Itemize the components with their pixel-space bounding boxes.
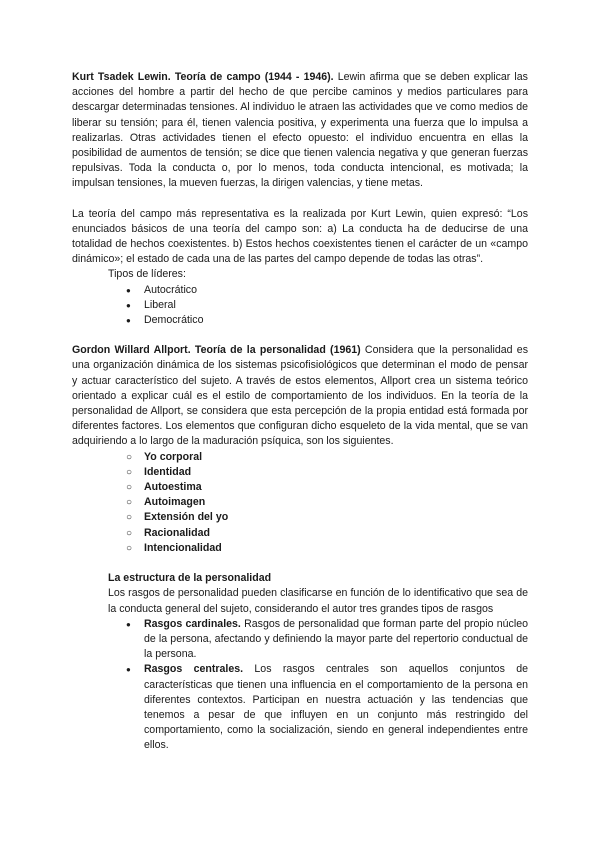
list-item: ○ Extensión del yo <box>72 510 528 525</box>
list-item: ● Liberal <box>72 298 528 313</box>
list-item <box>108 617 528 663</box>
lewin-heading: Kurt Tsadek Lewin. Teoría de campo (1944 - 1946). <box>72 71 334 83</box>
allport-paragraph <box>72 343 528 449</box>
lewin-body: Lewin afirma que se deben explicar las acciones del hombre a partir del hecho de que percibe caminos y medios particulares para descargar determinadas tensiones. Al individuo le atraen las actividades que ve como medios de liberar su tensión; para él, tienen valencia positiva, y experimenta una fuerza que lo impulsa a realizarlas. Otras actividades tienen el efecto opuesto: el individuo encuentra en ellas la posibilidad de aumentos de tensión; se dice que tienen valencia negativa y que generan fuerzas repulsivas. Toda la conducta o, por lo menos, toda conducta intencional, es motivada; la impulsan tensiones, la mueven fuerzas, la dirigen valencias, y tiene metas. <box>72 71 528 190</box>
list-item: ○ Yo corporal <box>72 450 528 465</box>
lewin-quote: La teoría del campo más representativa es la realizada por Kurt Lewin, quien expresó: “Los enunciados básicos de una teoría del campo son: a) La conducta ha de deducirse de una totalidad de hechos coexistentes. b) Estos hechos coexistentes tienen el carácter de un «campo dinámico»; el estado de cada una de las partes del campo depende de todas las otras”. <box>72 207 528 266</box>
allport-elements-list <box>72 450 528 556</box>
list-item: ○ Autoestima <box>72 480 528 495</box>
rasgo-text: Rasgos de personalidad que forman parte del propio núcleo de la persona, afectando y definiendo la mayor parte del repertorio conductual de la persona. <box>144 617 528 661</box>
list-item: ● Autocrático <box>72 283 528 298</box>
rasgo-term: Rasgos cardinales. <box>144 617 241 630</box>
estructura-section <box>108 571 528 753</box>
estructura-intro: Los rasgos de personalidad pueden clasificarse en función de lo identificativo que sea de la conducta general del sujeto, considerando el autor tres grandes tipos de rasgos <box>108 587 528 615</box>
leaders-label: Tipos de líderes: <box>108 268 186 281</box>
list-item: ○ Autoimagen <box>72 495 528 510</box>
list-item <box>108 662 528 753</box>
lewin-paragraph <box>72 70 528 192</box>
list-item: ○ Racionalidad <box>72 526 528 541</box>
allport-body: Considera que la personalidad es una organización dinámica de los sistemas psicofisiológicos que determinan el modo de pensar y actuar característico del sujeto. A través de estos elementos, Allport crea un sistema teórico orientado a explicar cuál es el estilo de comportamiento de los individuos. En la teoría de la personalidad de Allport, se considera que esta percepción de la propia entidad está formada por diferentes factores. Los elementos que configuran dicho esqueleto de la vida mental, que se van adquiriendo a lo largo de la maduración psíquica, son los siguientes. <box>72 344 528 448</box>
allport-heading: Gordon Willard Allport. Teoría de la personalidad (1961) <box>72 344 361 357</box>
list-item: ○ Identidad <box>72 465 528 480</box>
rasgos-list <box>108 617 528 754</box>
rasgo-text: Los rasgos centrales son aquellos conjuntos de características que tienen una influencia en el comportamiento de la persona en diferentes contextos. Participan en nuestra actuación y las tendencias que tenemos a pesar de que influyen en un conjunto más restringido del comportamiento, como la socialización, siendo en general independientes entre ellos. <box>144 663 528 752</box>
leaders-list <box>72 283 528 329</box>
list-item: ○ Intencionalidad <box>72 541 528 556</box>
rasgo-term: Rasgos centrales. <box>144 663 244 676</box>
list-item: ● Democrático <box>72 313 528 328</box>
estructura-heading: La estructura de la personalidad <box>108 572 272 585</box>
